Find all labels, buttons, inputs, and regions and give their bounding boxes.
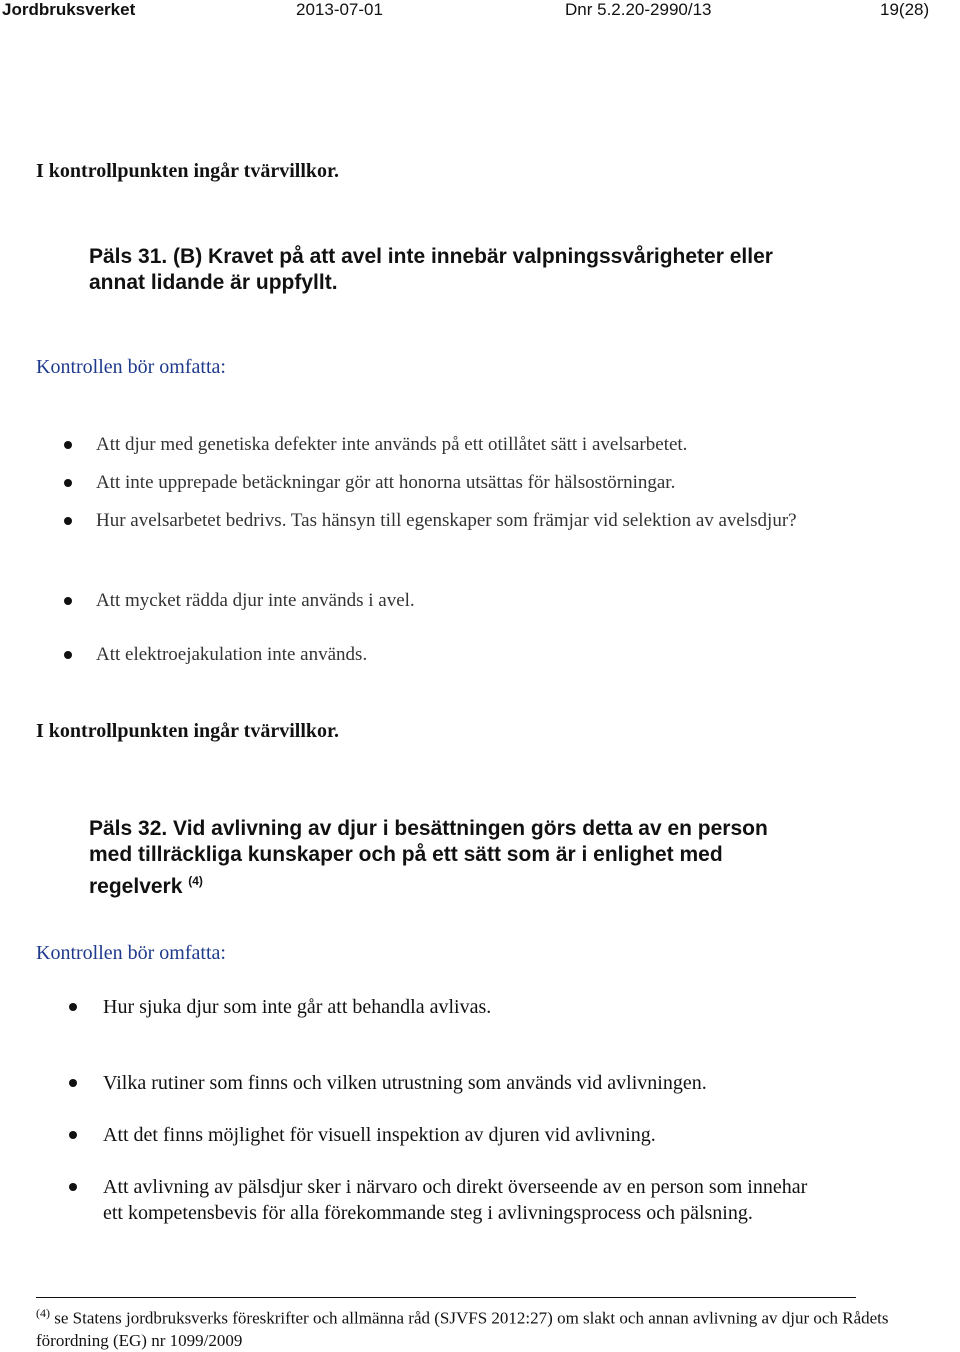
bullet-icon [64,651,72,659]
pals31-item: Hur avelsarbetet bedrivs. Tas hänsyn till egenskaper som främjar vid selektion av avelsdjur? [96,510,797,531]
bullet-icon [64,517,72,525]
header-page-number: 19(28) [880,0,930,19]
header-organization: Jordbruksverket [2,0,136,19]
footnote-divider [36,1297,856,1298]
footnote-marker: (4) [36,1306,50,1320]
bullet-icon [64,597,72,605]
pals32-heading-line3 [89,868,203,900]
pals31-kontroll-label: Kontrollen bör omfatta: [36,356,226,378]
bullet-icon [69,1079,77,1087]
bullet-icon [69,1183,77,1191]
pals32-item: Att avlivning av pälsdjur sker i närvaro och direkt överseende av en person som innehar ett kompetensbevis för alla förekommande steg i avlivningsprocess och pälsning. [103,1176,808,1224]
pals31-heading-line2: annat lidande är uppfyllt. [89,271,338,294]
pals32-item: Att det finns möjlighet för visuell inspektion av djuren vid avlivning. [103,1124,656,1146]
footnote [36,1302,896,1352]
bullet-icon [64,441,72,449]
header-diary-number: Dnr 5.2.20-2990/13 [565,0,712,19]
pals31-item: Att mycket rädda djur inte används i avel. [96,590,415,611]
pals31-item: Att inte upprepade betäckningar gör att honorna utsättas för hälsostörningar. [96,472,676,493]
bullet-icon [69,1131,77,1139]
footnote-text: se Statens jordbruksverks föreskrifter och allmänna råd (SJVFS 2012:27) om slakt och annan avlivning av djur och Rådets förordning (EG) nr 1099/2009 [36,1308,889,1350]
pals31-item: Att elektroejakulation inte används. [96,644,368,665]
pals32-kontroll-label: Kontrollen bör omfatta: [36,942,226,964]
footnote-reference: (4) [188,874,203,888]
pals32-heading-text: regelverk [89,875,183,898]
tvarvillkor-note-pals31: I kontrollpunkten ingår tvärvillkor. [36,720,340,742]
bullet-icon [69,1003,77,1011]
pals32-item: Vilka rutiner som finns och vilken utrustning som används vid avlivningen. [103,1072,707,1094]
header-date: 2013-07-01 [296,0,383,19]
pals32-heading-line2: med tillräckliga kunskaper och på ett sätt som är i enlighet med [89,843,723,866]
tvarvillkor-note-top: I kontrollpunkten ingår tvärvillkor. [36,160,340,182]
pals31-item: Att djur med genetiska defekter inte används på ett otillåtet sätt i avelsarbetet. [96,434,688,455]
pals31-heading-line1: Päls 31. (B) Kravet på att avel inte innebär valpningssvårigheter eller [89,245,773,268]
pals32-item: Hur sjuka djur som inte går att behandla avlivas. [103,996,492,1018]
bullet-icon [64,479,72,487]
pals32-heading-line1: Päls 32. Vid avlivning av djur i besättningen görs detta av en person [89,817,768,840]
